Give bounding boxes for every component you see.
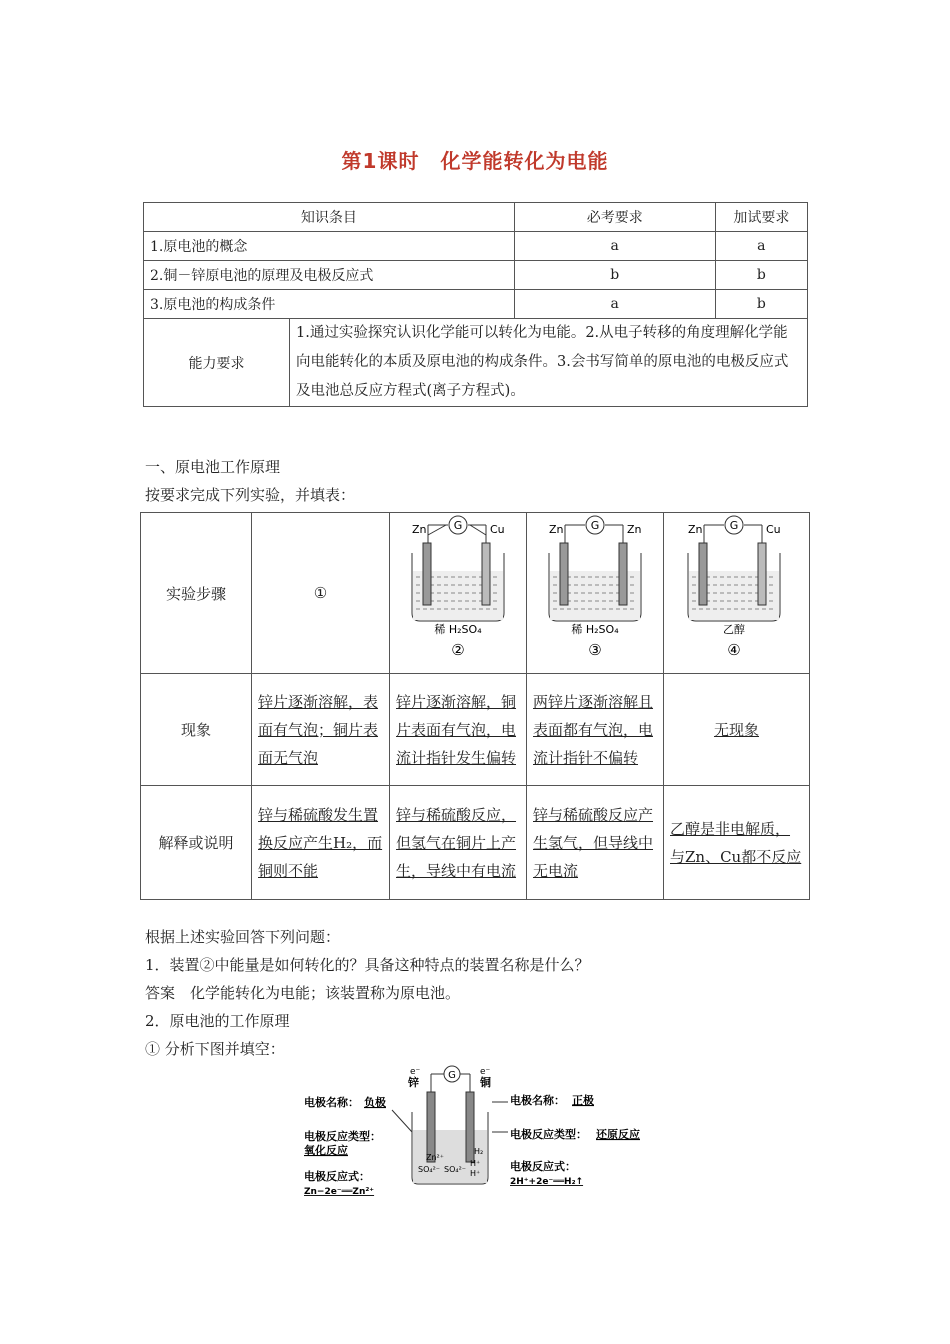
explanation-2 [390,786,527,900]
meter-label: G [448,1070,456,1081]
left-electrode-label: Zn [549,523,564,536]
setup-number: ④ [727,641,741,659]
section-heading: 一、原电池工作原理 [145,458,281,476]
item-cell: 2.铜－锌原电池的原理及电极反应式 [144,261,515,290]
right-electrode-label: Zn [627,523,642,536]
explanation-3 [527,786,664,900]
requirements-table [143,202,808,407]
setup-number: ② [451,641,465,659]
meter-label: G [729,519,739,532]
step-1-cell [252,513,390,674]
explanation-row [141,786,810,900]
must-cell: a [514,232,715,261]
right-electrode-label: Cu [490,523,505,536]
right-eq-label: 电极反应式： [510,1160,576,1173]
phenomenon-text: 无现象 [713,720,759,739]
right-name: 正极 [572,1094,594,1107]
left-eq-label: 电极反应式： [304,1170,370,1183]
left-electrode-label: Zn [412,523,427,536]
row-label-steps: 实验步骤 [141,513,252,674]
header-must: 必考要求 [514,203,715,232]
phenomenon-4 [664,674,810,786]
setup-2-cell [390,513,527,674]
beaker-setup-3 [527,513,663,669]
instruction-text: 按要求完成下列实验，并填表： [145,486,356,504]
ion-so4: SO₄²⁻ [418,1165,441,1174]
copper-label: 铜 [480,1076,491,1089]
right-type: 还原反应 [596,1128,640,1141]
table-row [144,261,808,290]
ion-h: H⁺ [470,1169,481,1178]
answer-text: 化学能转化为电能；该装置称为原电池。 [190,984,461,1002]
left-name: 负极 [364,1096,386,1109]
ability-row [144,319,808,407]
beaker-setup-4 [664,513,804,669]
ability-text: 1.通过实验探究认识化学能可以转化为电能。2.从电子转移的角度理解化学能向电能转化的本质及原电池的构成条件。3.会书写简单的原电池的电极反应式及电池总反应方程式(离子方程式)。 [290,319,808,407]
steps-row [141,513,810,674]
meter-label: G [453,519,463,532]
extra-cell: b [715,261,807,290]
question-2-1: ① 分析下图并填空： [145,1040,285,1058]
phenomenon-text: 锌片逐渐溶解，表面有气泡；铜片表面无气泡 [258,692,379,767]
item-cell: 3.原电池的构成条件 [144,290,515,319]
question-intro: 根据上述实验回答下列问题： [145,928,341,946]
answer-1 [145,982,460,1003]
header-knowledge: 知识条目 [144,203,515,232]
explanation-text: 乙醇是非电解质，与Zn、Cu都不反应 [670,819,802,866]
explanation-text: 锌与稀硫酸发生置换反应产生H₂，而铜则不能 [258,805,383,880]
must-cell: a [514,290,715,319]
right-eq: 2H⁺+2e⁻══H₂↑ [510,1177,584,1187]
explanation-text: 锌与稀硫酸反应产生氢气，但导线中无电流 [533,805,654,880]
explanation-4 [664,786,810,900]
ion-h: H⁺ [470,1159,481,1168]
right-name-label: 电极名称： [510,1094,565,1107]
setup-3-cell [527,513,664,674]
step-1-number: ① [313,584,328,602]
header-extra: 加试要求 [715,203,807,232]
extra-cell: b [715,290,807,319]
phenomena-row [141,674,810,786]
phenomenon-text: 锌片逐渐溶解，铜片表面有气泡，电流计指针发生偏转 [396,692,517,767]
extra-cell: a [715,232,807,261]
ion-h2: H₂ [474,1147,484,1156]
solution-label: 乙醇 [723,623,745,636]
left-electrode-label: Zn [688,523,703,536]
ion-so4: SO₄²⁻ [444,1165,467,1174]
table-row [144,232,808,261]
right-type-label: 电极反应类型： [510,1128,587,1141]
question-2: 2．原电池的工作原理 [145,1012,290,1030]
meter-label: G [590,519,600,532]
answer-label: 答案 [145,984,176,1002]
must-cell: b [514,261,715,290]
explanation-text: 锌与稀硫酸反应，但氢气在铜片上产生，导线中有电流 [396,805,517,880]
zinc-label: 锌 [408,1076,419,1089]
setup-number: ③ [588,641,602,659]
explanation-1 [252,786,390,900]
phenomenon-text: 两锌片逐渐溶解且表面都有气泡，电流计指针不偏转 [533,692,654,767]
electron-right: e⁻ [480,1067,491,1077]
table-row [144,290,808,319]
row-label-phenomena: 现象 [141,674,252,786]
phenomenon-3 [527,674,664,786]
page-title: 第1课时 化学能转化为电能 [341,149,609,173]
right-electrode-label: Cu [766,523,781,536]
ion-zn: Zn²⁺ [426,1153,444,1162]
phenomenon-1 [252,674,390,786]
solution-label: 稀 H₂SO₄ [571,623,619,636]
electron-left: e⁻ [410,1067,421,1077]
question-1: 1．装置②中能量是如何转化的？具备这种特点的装置名称是什么？ [145,956,590,974]
galvanic-cell-diagram [300,1062,660,1202]
phenomenon-2 [390,674,527,786]
beaker-setup-2 [390,513,526,669]
item-cell: 1.原电池的概念 [144,232,515,261]
left-name-label: 电极名称： [304,1096,359,1109]
experiment-table [140,512,810,900]
setup-4-cell [664,513,810,674]
ability-label: 能力要求 [144,319,290,407]
row-label-explanation: 解释或说明 [141,786,252,900]
table-header-row [144,203,808,232]
left-type-label: 电极反应类型： [304,1130,381,1143]
left-type: 氧化反应 [304,1144,348,1157]
solution-label: 稀 H₂SO₄ [434,623,482,636]
left-eq: Zn−2e⁻══Zn²⁺ [304,1187,375,1197]
